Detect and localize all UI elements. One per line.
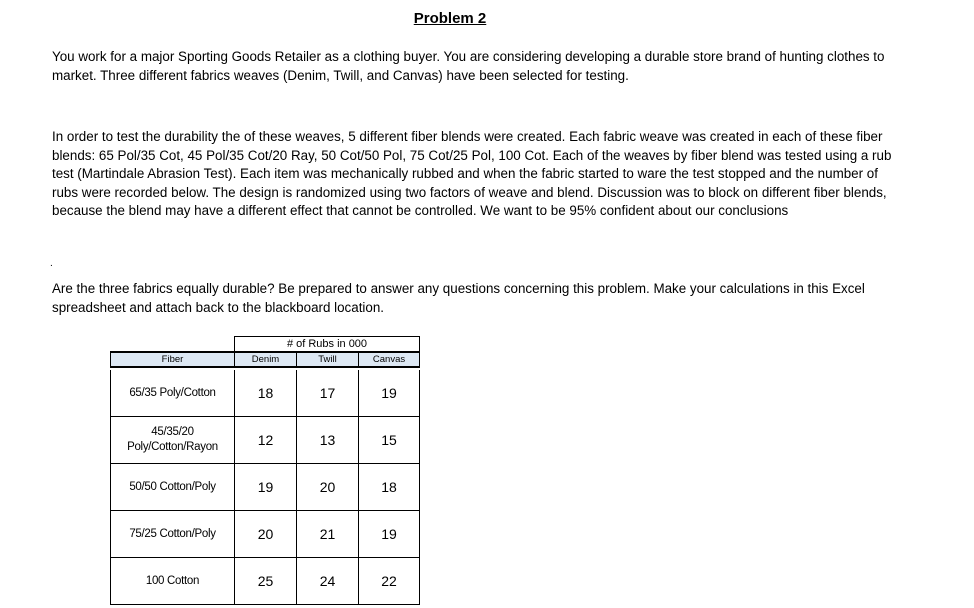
table-cell-denim: 19 (234, 464, 296, 511)
table-row-fiber: 75/25 Cotton/Poly (110, 511, 234, 558)
table-cell-twill: 24 (296, 558, 358, 605)
table-row-fiber: 65/35 Poly/Cotton (110, 370, 234, 417)
table-cell-canvas: 19 (358, 511, 420, 558)
column-header-canvas: Canvas (358, 351, 420, 368)
table-row-fiber: 45/35/20 Poly/Cotton/Rayon (110, 417, 234, 464)
intro-paragraph: You work for a major Sporting Goods Retailer as a clothing buyer. You are considering developing a durable store brand of hunting clothes to market. Three different fabrics weaves (Denim, Twill, and Canvas) have been selected for testing. (52, 49, 885, 83)
rubs-table (110, 336, 420, 602)
stray-dot: . (50, 258, 53, 269)
table-cell-canvas: 18 (358, 464, 420, 511)
page-title: Problem 2 (413, 10, 487, 27)
table-row-fiber: 100 Cotton (110, 558, 234, 605)
table-cell-twill: 20 (296, 464, 358, 511)
table-cell-denim: 25 (234, 558, 296, 605)
table-cell-twill: 13 (296, 417, 358, 464)
table-cell-denim: 20 (234, 511, 296, 558)
table-cell-twill: 17 (296, 370, 358, 417)
fiber-column-header: Fiber (110, 351, 234, 368)
table-cell-denim: 18 (234, 370, 296, 417)
table-cell-denim: 12 (234, 417, 296, 464)
table-group-header: # of Rubs in 000 (234, 336, 420, 351)
table-cell-canvas: 19 (358, 370, 420, 417)
column-header-twill: Twill (296, 351, 358, 368)
column-header-denim: Denim (234, 351, 296, 368)
question-paragraph: Are the three fabrics equally durable? Be prepared to answer any questions concerning this problem. Make your calculations in this Excel spreadsheet and attach back to the blackboard location. (52, 281, 865, 315)
table-cell-canvas: 15 (358, 417, 420, 464)
table-cell-twill: 21 (296, 511, 358, 558)
method-paragraph: In order to test the durability the of these weaves, 5 different fiber blends were created. Each fabric weave was created in each of these fiber blends: 65 Pol/35 Cot, 45 Pol/35 Cot/20 Ray, 50 Cot/50 Pol, 75 Cot/25 Pol, 100 Cot. Each of the weaves by fiber blend was tested using a rub test (Martindale Abrasion Test). Each item was mechanically rubbed and when the fabric started to ware the test stopped and the number of rubs were recorded below. The design is randomized using two factors of weave and blend. Discussion was to block on different fiber blends, because the blend may have a different effect that cannot be controlled. We want to be 95% confident about our conclusions (52, 129, 892, 219)
table-row-fiber: 50/50 Cotton/Poly (110, 464, 234, 511)
table-cell-canvas: 22 (358, 558, 420, 605)
